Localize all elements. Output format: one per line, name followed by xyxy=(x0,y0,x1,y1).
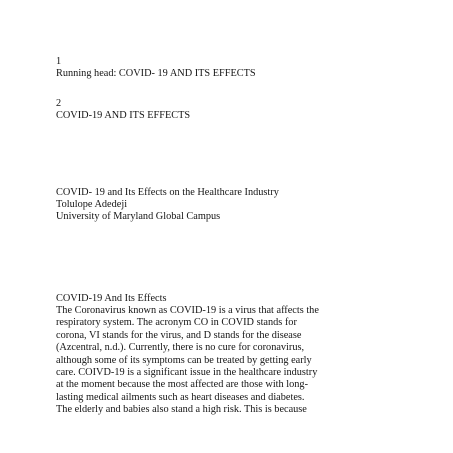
paper-title: COVID- 19 and Its Effects on the Healthcare Industry xyxy=(56,187,279,198)
body-line: at the moment because the most affected are those with long- xyxy=(56,379,308,391)
page-number-1: 1 xyxy=(56,56,62,67)
author-name: Tolulope Adedeji xyxy=(56,199,128,210)
body-line: although some of its symptoms can be treated by getting early xyxy=(56,354,312,366)
page-number-2: 2 xyxy=(56,98,62,109)
institution-name: University of Maryland Global Campus xyxy=(56,211,221,222)
section-heading: COVID-19 And Its Effects xyxy=(56,293,167,304)
body-line: The Coronavirus known as COVID-19 is a virus that affects the xyxy=(56,305,319,316)
body-line: respiratory system. The acronym CO in COVID stands for xyxy=(56,317,297,329)
body-line: corona, VI stands for the virus, and D stands for the disease xyxy=(56,329,302,341)
body-line: (Azcentral, n.d.). Currently, there is no cure for coronavirus, xyxy=(56,342,305,354)
body-paragraph xyxy=(56,305,401,417)
running-head-2: COVID-19 AND ITS EFFECTS xyxy=(56,110,191,121)
body-line: The elderly and babies also stand a high risk. This is because xyxy=(56,404,307,416)
body-line: lasting medical ailments such as heart diseases and diabetes. xyxy=(56,391,305,403)
body-line: care. COIVD-19 is a significant issue in the healthcare industry xyxy=(56,367,318,379)
running-head-1: Running head: COVID- 19 AND ITS EFFECTS xyxy=(56,68,256,79)
